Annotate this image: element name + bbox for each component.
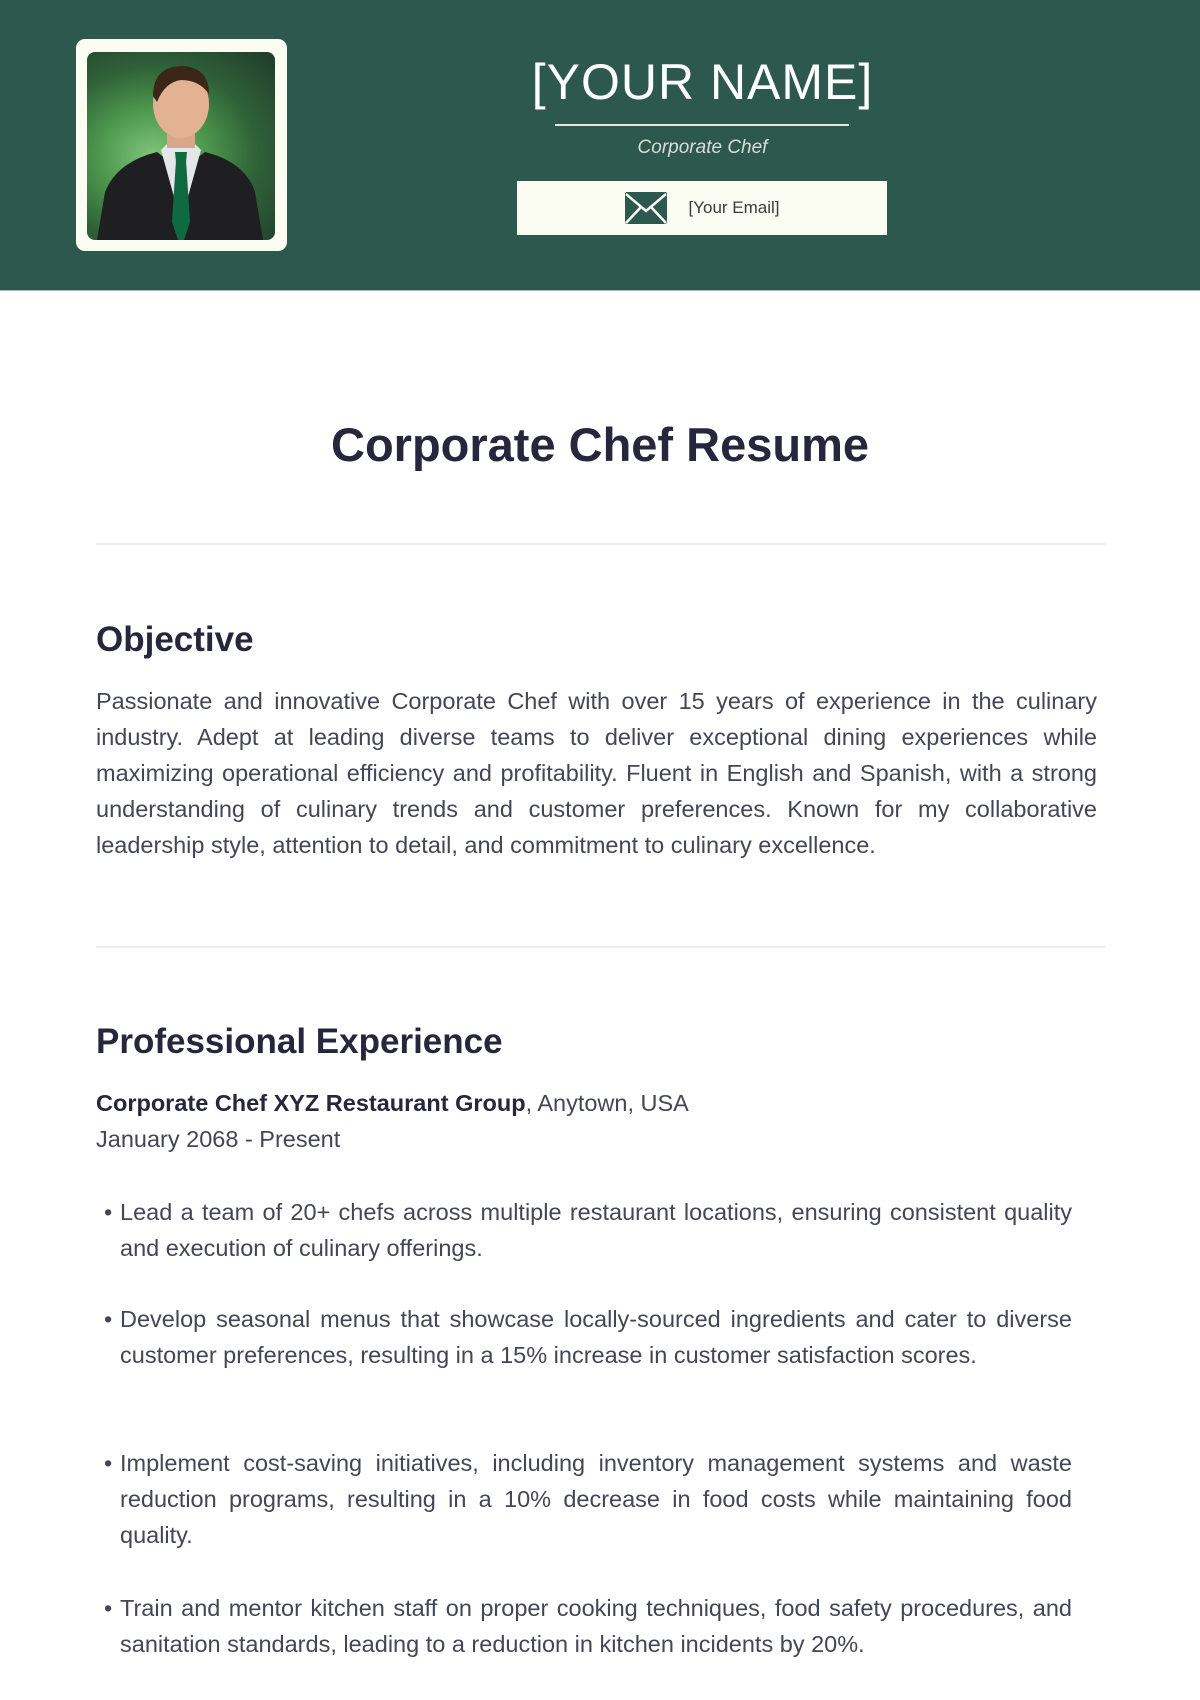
bullet-icon: •	[104, 1199, 113, 1225]
objective-text: Passionate and innovative Corporate Chef with over 15 years of experience in the culinary industry. Adept at leading diverse teams to deliver exceptional dining experiences while maximizing operational efficiency and profitability. Fluent in English and Spanish, with a strong understanding of culinary trends and customer preferences. Known for my collaborative leadership style, attention to detail, and commitment to culinary excellence.	[96, 688, 1097, 858]
objective-heading: Objective	[96, 620, 254, 659]
job-role-company: Corporate Chef XYZ Restaurant Group	[96, 1090, 526, 1116]
job-bullet	[104, 1194, 1072, 1266]
candidate-name: [YOUR NAME]	[531, 54, 874, 110]
photo-frame	[76, 39, 287, 251]
job-title: Corporate Chef	[637, 137, 768, 158]
bullet-icon: •	[104, 1595, 113, 1621]
job-company-line	[96, 1085, 689, 1121]
bullet-icon: •	[104, 1306, 113, 1332]
envelope-icon	[624, 191, 668, 225]
job-bullet	[104, 1301, 1072, 1373]
section-divider	[96, 946, 1105, 948]
job-dates: January 2068 - Present	[96, 1126, 341, 1152]
bullet-text: Lead a team of 20+ chefs across multiple restaurant locations, ensuring consistent quality and execution of culinary offerings.	[120, 1199, 1072, 1261]
document-title: Corporate Chef Resume	[331, 418, 869, 471]
bullet-icon: •	[104, 1450, 113, 1476]
email-contact[interactable]	[517, 181, 887, 235]
job-bullet	[104, 1590, 1072, 1662]
person-portrait-icon	[87, 52, 275, 240]
job-location: , Anytown, USA	[525, 1090, 689, 1116]
bullet-text: Train and mentor kitchen staff on proper cooking techniques, food safety procedures, and sanitation standards, leading to a reduction in kitchen incidents by 20%.	[120, 1595, 1072, 1657]
job-bullet	[104, 1445, 1072, 1553]
bullet-text: Implement cost-saving initiatives, including inventory management systems and waste reduction programs, resulting in a 10% decrease in food costs while maintaining food quality.	[120, 1450, 1072, 1548]
bullet-text: Develop seasonal menus that showcase locally-sourced ingredients and cater to diverse customer preferences, resulting in a 15% increase in customer satisfaction scores.	[120, 1306, 1072, 1368]
experience-heading: Professional Experience	[96, 1022, 503, 1061]
email-text: [Your Email]	[688, 198, 780, 217]
resume-header	[0, 0, 1200, 291]
section-divider	[96, 543, 1105, 545]
name-underline	[555, 124, 849, 126]
profile-photo	[87, 52, 275, 240]
